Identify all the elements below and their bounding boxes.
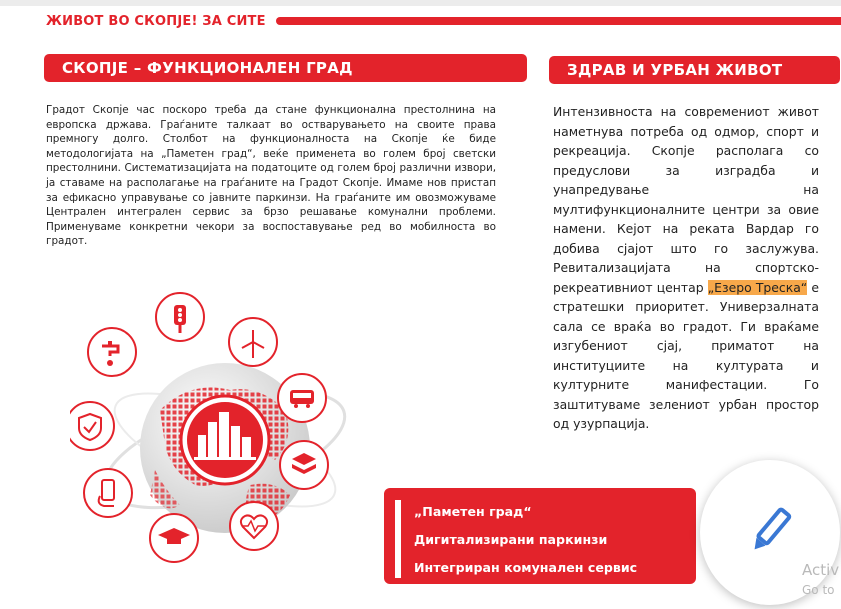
callout-item-communal-service: Интегриран комунален сервис <box>414 560 638 575</box>
callout-item-parking: Дигитализирани паркинзи <box>414 532 608 547</box>
right-section-body <box>553 102 819 434</box>
right-body-before: Интензивноста на современиот живот наметнува потреба од одмор, спорт и рекреација. Скопје располага со предуслови за изградба и унапредување на мултифункционалните центри за овие намени. Кејот на реката Вардар го добива сјајот што го заслужува. Ревитализацијата на спортско-рекреативниот центар <box>553 104 819 295</box>
top-strip <box>0 0 841 6</box>
left-section-body: Градот Скопје час поскоро треба да стане функционална престолнина на европска држава. Граѓаните талкаат во остварувањето на своите права премногу долго. Столбот на функционалноста на Скопје ќе биде методологијата на „Паметен град“, веќе применета во голем број светски престолнини. Систематизацијата на податоците од голем број различни извори, ја ставаме на располагање на граѓаните на Градот Скопје. Имаме нов пристап за ефикасно управување со јавните паркинзи. На граѓаните им овозможуваме Централен интегрален сервис за брзо решавање комунални проблеми. Применуваме конкретни чекори за воспоставување ред во мобилноста во градот. <box>46 104 496 248</box>
page-header-title: ЖИВОТ ВО СКОПЈЕ! ЗА СИТЕ <box>46 14 266 29</box>
smart-city-illustration <box>70 290 370 605</box>
activation-watermark-line1: Activ <box>802 561 840 579</box>
header-rule <box>276 17 841 25</box>
left-section-heading: СКОПЈЕ – ФУНКЦИОНАЛЕН ГРАД <box>44 54 527 82</box>
right-section-heading: ЗДРАВ И УРБАН ЖИВОТ <box>549 56 840 84</box>
highlights-callout <box>384 488 696 584</box>
pencil-icon <box>747 505 793 557</box>
activation-watermark-line2: Go to <box>802 583 835 597</box>
callout-rule <box>395 500 401 578</box>
right-body-after: е стратешки приоритет. Универзалната сала се враќа во градот. Ги враќаме изгубениот сјај, приматот на институциите на културата и културните манифестации. Го заштитуваме зелениот урбан простор од узурпација. <box>553 279 820 431</box>
callout-item-smart-city: „Паметен град“ <box>414 504 532 519</box>
highlighted-text[interactable]: „Езеро Треска“ <box>707 279 808 295</box>
